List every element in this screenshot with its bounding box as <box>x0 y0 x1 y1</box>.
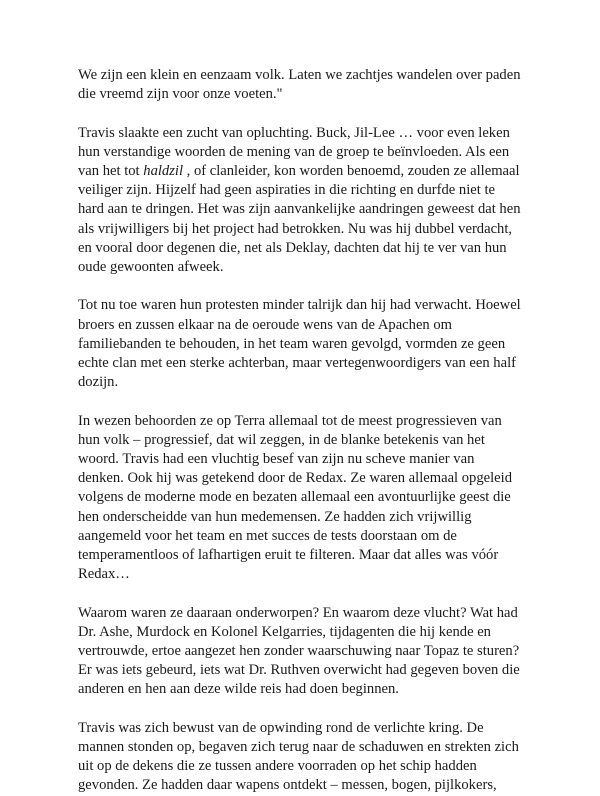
text-line: en vooral door degenen die, net als Deklay, dachten dat hij te ver van hun <box>78 239 507 256</box>
text-line: echte clan met een sterke achterban, maar vertegenwoordigers van een half <box>78 355 516 372</box>
text-line: vertrouwde, ertoe aangezet hen zonder waarschuwing naar Topaz te sturen? <box>78 643 520 660</box>
text-line: temperamentloos of lafhartigen eruit te filteren. Maar dat alles was vóór <box>78 547 499 564</box>
text-line: hen onderscheidde van hun medemensen. Ze hadden zich vrijwillig <box>78 508 472 525</box>
text-line: hun volk – progressief, dat wil zeggen, in de blanke betekenis van het <box>78 431 485 448</box>
text-line: Waarom waren ze daaraan onderworpen? En waarom deze vlucht? Wat had <box>78 604 518 621</box>
paragraph <box>78 296 538 392</box>
paragraph <box>78 124 538 278</box>
document-body <box>78 66 538 796</box>
text-line: gevonden. Ze hadden daar wapens ontdekt – messen, bogen, pijlkokers, <box>78 777 497 794</box>
text-line: volgens de moderne mode en bezaten allemaal een avontuurlijke geest die <box>78 489 511 506</box>
paragraph <box>78 66 538 104</box>
text-line: uit op de dekens die ze tussen andere voorraden op het schip hadden <box>78 758 477 775</box>
text-line: In wezen behoorden ze op Terra allemaal tot de meest progressieven van <box>78 412 502 429</box>
text-line: aangemeld voor het team en met succes de tests doorstaan om de <box>78 527 457 544</box>
text-line: Er was iets gebeurd, iets wat Dr. Ruthven overwicht had gegeven boven die <box>78 662 520 679</box>
paragraph <box>78 604 538 700</box>
text-line: dozijn. <box>78 374 119 391</box>
text-run: van het tot <box>78 163 144 179</box>
text-line: die vreemd zijn voor onze voeten." <box>78 86 283 103</box>
text-line: Dr. Ashe, Murdock en Kolonel Kelgarries, tijdagenten die hij kende en <box>78 623 491 640</box>
text-line: hard aan te dringen. Het was zijn aanvankelijke aandringen geweest dat hen <box>78 201 521 218</box>
text-line <box>78 162 538 181</box>
text-line: We zijn een klein en eenzaam volk. Laten we zachtjes wandelen over paden <box>78 67 521 83</box>
text-line: mannen stonden op, begaven zich terug naar de schaduwen en strekten zich <box>78 739 519 756</box>
text-line: Tot nu toe waren hun protesten minder talrijk dan hij had verwacht. Hoewel <box>78 297 521 314</box>
text-line: oude gewoonten afweek. <box>78 259 224 276</box>
text-line: als vrijwilligers bij het project had betrokken. Nu was hij dubbel verdacht, <box>78 220 513 237</box>
text-line: Travis was zich bewust van de opwinding rond de verlichte kring. De <box>78 719 484 736</box>
text-line: Travis slaakte een zucht van opluchting. Buck, Jil-Lee … voor even leken <box>78 124 510 141</box>
paragraph <box>78 719 538 796</box>
text-line: veiliger zijn. Hijzelf had geen aspiraties in die richting en durfde niet te <box>78 182 495 199</box>
text-line: hun verstandige woorden de mening van de groep te beïnvloeden. Als een <box>78 143 510 160</box>
text-line: broers en zussen elkaar na de oeroude wens van de Apachen om <box>78 316 453 333</box>
italic-term: haldzil <box>143 163 183 179</box>
paragraph <box>78 412 538 585</box>
text-line: denken. Ook hij was getekend door de Redax. Ze waren allemaal opgeleid <box>78 470 513 487</box>
text-line: anderen en hen aan deze wilde reis had doen beginnen. <box>78 681 399 698</box>
text-line: woord. Travis had een vluchtig besef van zijn nu scheve manier van <box>78 451 475 468</box>
text-line: Redax… <box>78 566 130 583</box>
text-line: familiebanden te behouden, in het team waren gevolgd, vormden ze geen <box>78 335 506 352</box>
text-run: , of clanleider, kon worden benoemd, zouden ze allemaal <box>183 163 520 179</box>
